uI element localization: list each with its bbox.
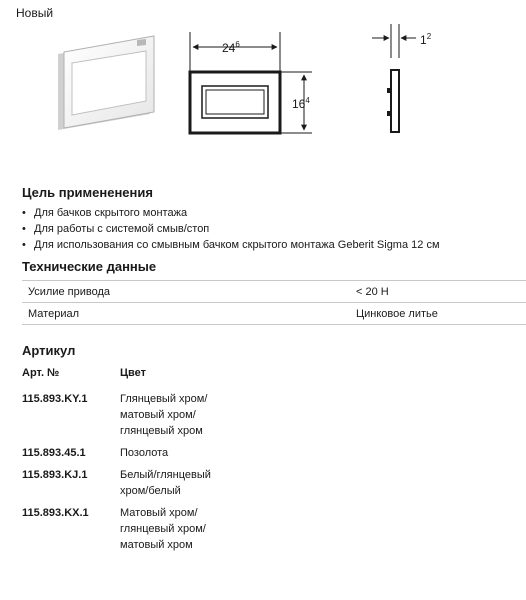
product-drawings	[0, 0, 526, 180]
spec-label: Усилие привода	[22, 281, 356, 303]
col-article-number: Арт. №	[22, 367, 60, 379]
list-item: • Для работы с системой смыв/стоп	[22, 221, 440, 237]
articles-header	[22, 366, 240, 380]
list-item: • Для использования со смывным бачком скрытого монтажа Geberit Sigma 12 см	[22, 237, 440, 253]
table-row	[22, 445, 240, 461]
table-row	[22, 391, 240, 439]
depth-dimension: $1^2$	[420, 32, 432, 47]
article-color: Позолота	[120, 447, 169, 459]
tech-data-table	[22, 280, 526, 325]
article-color: Глянцевый хром/матовый хром/глянцевый хром	[120, 393, 208, 437]
table-row	[22, 303, 526, 325]
spec-label: Материал	[22, 303, 356, 325]
articles-table	[22, 366, 240, 559]
side-view-drawing	[372, 24, 416, 132]
table-row	[22, 281, 526, 303]
height-dimension: $16^4$	[292, 96, 310, 111]
article-number: 115.893.KJ.1	[22, 469, 88, 481]
width-dimension: $24^6$	[222, 40, 240, 55]
product-photo	[58, 36, 154, 130]
article-number: 115.893.KY.1	[22, 393, 88, 405]
table-row	[22, 505, 240, 553]
new-badge: Новый	[16, 6, 54, 20]
spec-value: < 20 Н	[356, 281, 526, 303]
table-row	[22, 467, 240, 499]
article-color: Матовый хром/глянцевый хром/матовый хром	[120, 507, 206, 551]
application-list	[22, 205, 440, 253]
col-color: Цвет	[120, 367, 147, 379]
tech-data-title: Технические данные	[22, 259, 157, 274]
article-number: 115.893.45.1	[22, 447, 86, 459]
application-title: Цель примененения	[22, 185, 153, 200]
spec-value: Цинковое литье	[356, 303, 526, 325]
articles-title: Артикул	[22, 343, 76, 358]
front-view-drawing	[190, 32, 312, 133]
list-item: • Для бачков скрытого монтажа	[22, 205, 440, 221]
article-number: 115.893.KX.1	[22, 507, 89, 519]
article-color: Белый/глянцевый хром/белый	[120, 469, 211, 497]
